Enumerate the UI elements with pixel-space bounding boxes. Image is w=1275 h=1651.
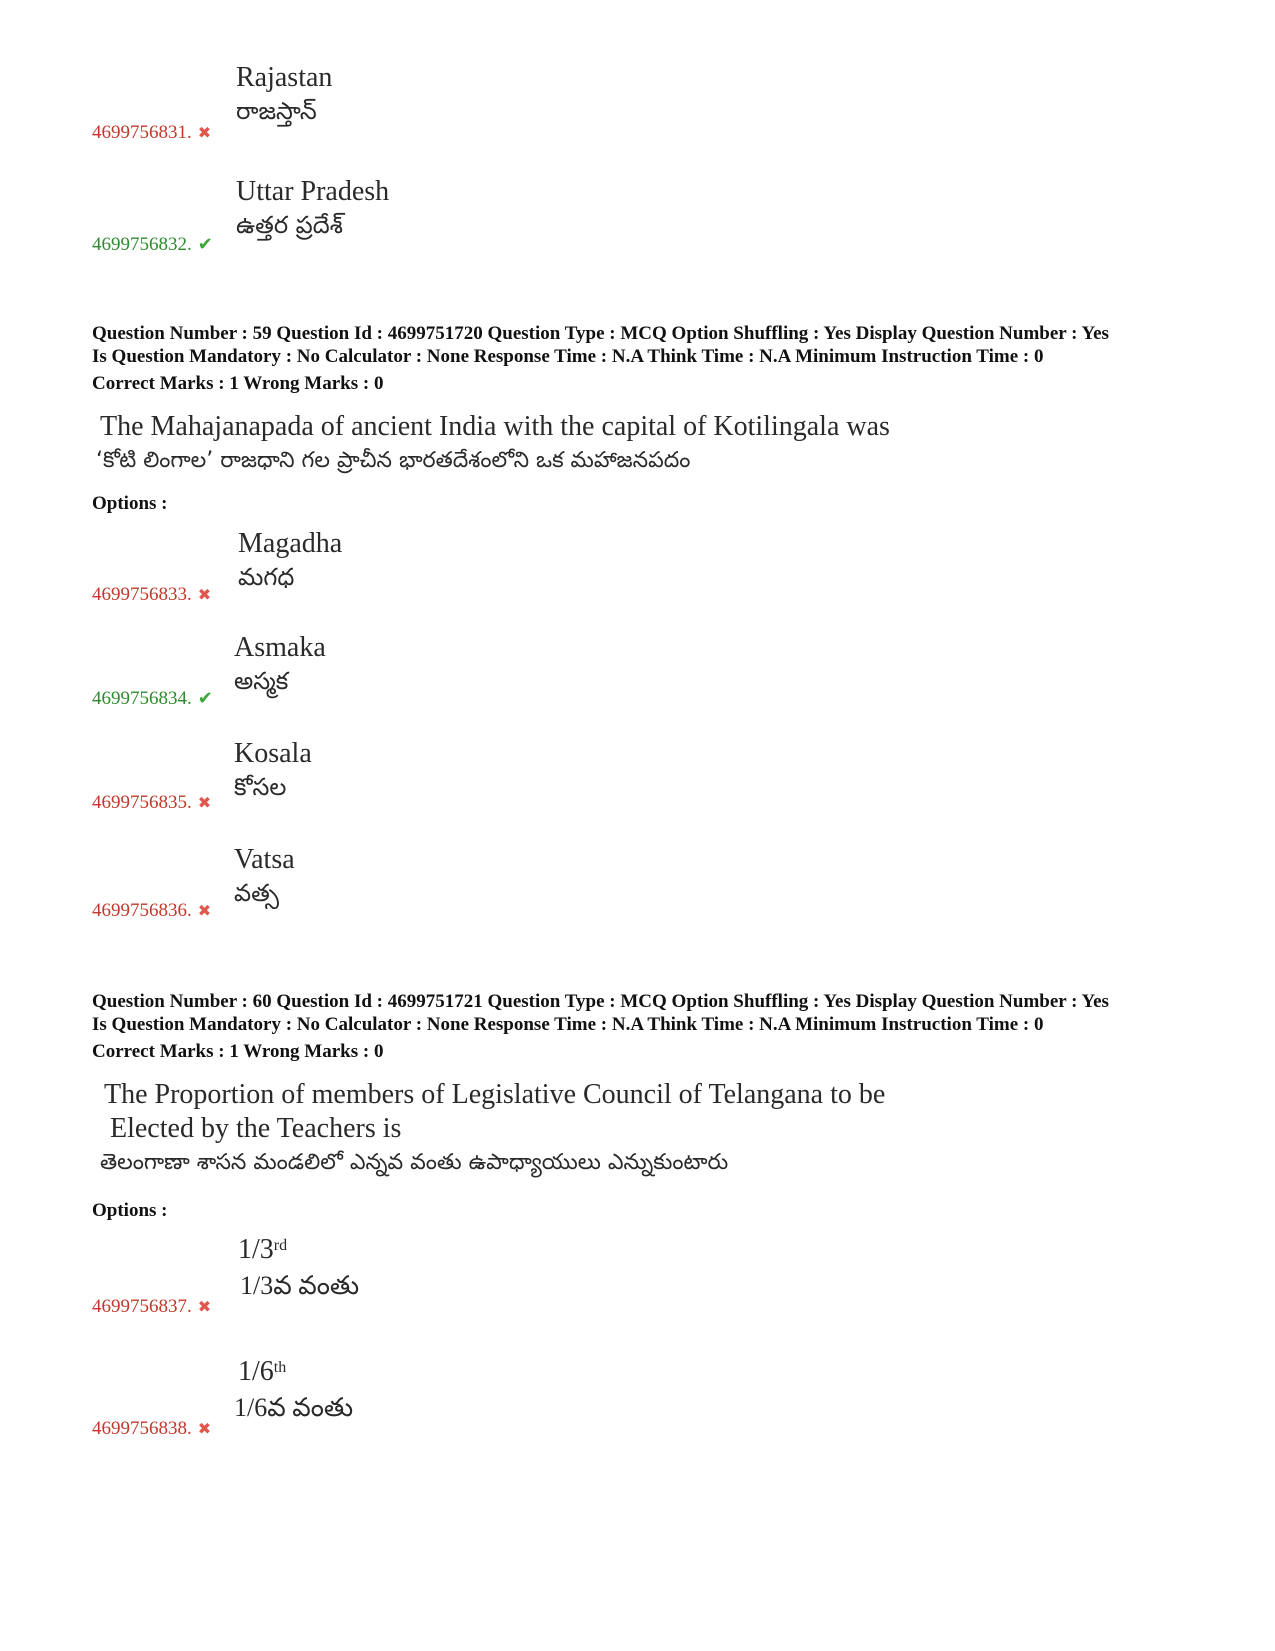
option-id xyxy=(92,1418,211,1440)
option-id xyxy=(92,688,213,710)
option-text-en: Rajastan xyxy=(236,62,333,93)
option-id-text: 4699756838. xyxy=(92,1418,192,1439)
question-meta-line: Is Question Mandatory : No Calculator : None Response Time : N.A Think Time : N.A Minimum Instruction Time : 0 xyxy=(92,1014,1044,1035)
option-id-text: 4699756834. xyxy=(92,688,192,709)
option-ordinal-suffix: th xyxy=(273,1359,287,1376)
cross-icon: ✖ xyxy=(197,1419,212,1438)
cross-icon: ✖ xyxy=(197,585,212,604)
option-id xyxy=(92,1296,211,1318)
option-text-en xyxy=(238,1234,287,1266)
option-fraction: 1/3 xyxy=(238,1234,274,1265)
option-id-text: 4699756835. xyxy=(92,792,192,813)
question-text-en: The Proportion of members of Legislative Council of Telangana to be xyxy=(104,1079,886,1110)
question-meta xyxy=(92,322,1202,368)
question-text-te: ‘కోటి లింగాల’ రాజధాని గల ప్రాచీన భారతదేశంలోని ఒక మహాజనపదం xyxy=(96,448,691,473)
cross-icon: ✖ xyxy=(197,123,212,142)
option-id xyxy=(92,900,211,922)
question-text-en: Elected by the Teachers is xyxy=(110,1113,402,1144)
option-text-te: రాజస్తాన్ xyxy=(236,97,317,125)
option-ordinal-suffix: rd xyxy=(273,1237,288,1254)
option-id-text: 4699756836. xyxy=(92,900,192,921)
cross-icon: ✖ xyxy=(197,793,212,812)
check-icon: ✔ xyxy=(197,234,213,255)
option-text-te: 1/3వ వంతు xyxy=(240,1271,360,1300)
option-text-te: వత్స xyxy=(234,879,279,907)
option-fraction: 1/6 xyxy=(238,1356,274,1387)
cross-icon: ✖ xyxy=(197,901,212,920)
question-meta-line: Is Question Mandatory : No Calculator : None Response Time : N.A Think Time : N.A Minimum Instruction Time : 0 xyxy=(92,346,1044,367)
question-text-en: The Mahajanapada of ancient India with the capital of Kotilingala was xyxy=(100,411,890,442)
question-meta-line: Question Number : 60 Question Id : 4699751721 Question Type : MCQ Option Shuffling : Yes Display Question Number : Yes xyxy=(92,991,1109,1012)
options-label: Options : xyxy=(92,493,168,514)
option-text-te: మగధ xyxy=(238,563,295,591)
option-text-en: Uttar Pradesh xyxy=(236,176,390,207)
option-text-te: అస్మక xyxy=(234,667,289,695)
check-icon: ✔ xyxy=(197,688,213,709)
question-meta-line: Question Number : 59 Question Id : 4699751720 Question Type : MCQ Option Shuffling : Yes Display Question Number : Yes xyxy=(92,323,1109,344)
option-text-te: 1/6వ వంతు xyxy=(234,1393,354,1422)
option-id-text: 4699756833. xyxy=(92,584,192,605)
option-text-te: ఉత్తర ప్రదేశ్ xyxy=(236,211,343,239)
option-text-en: Magadha xyxy=(238,528,343,559)
option-text-en: Kosala xyxy=(234,738,312,769)
option-text-en: Vatsa xyxy=(234,844,295,875)
option-text-en xyxy=(238,1356,286,1388)
option-id-text: 4699756832. xyxy=(92,234,192,255)
question-text-te: తెలంగాణా శాసన మండలిలో ఎన్నవ వంతు ఉపాధ్యాయులు ఎన్నుకుంటారు xyxy=(100,1150,729,1175)
option-id xyxy=(92,122,211,144)
option-text-te: కోసల xyxy=(234,773,287,801)
cross-icon: ✖ xyxy=(197,1297,212,1316)
option-id xyxy=(92,234,213,256)
option-id xyxy=(92,792,211,814)
question-meta xyxy=(92,990,1202,1036)
question-marks: Correct Marks : 1 Wrong Marks : 0 xyxy=(92,1041,384,1062)
question-marks: Correct Marks : 1 Wrong Marks : 0 xyxy=(92,373,384,394)
options-label: Options : xyxy=(92,1200,168,1221)
option-text-en: Asmaka xyxy=(234,632,326,663)
option-id-text: 4699756837. xyxy=(92,1296,192,1317)
option-id-text: 4699756831. xyxy=(92,122,192,143)
option-id xyxy=(92,584,211,606)
